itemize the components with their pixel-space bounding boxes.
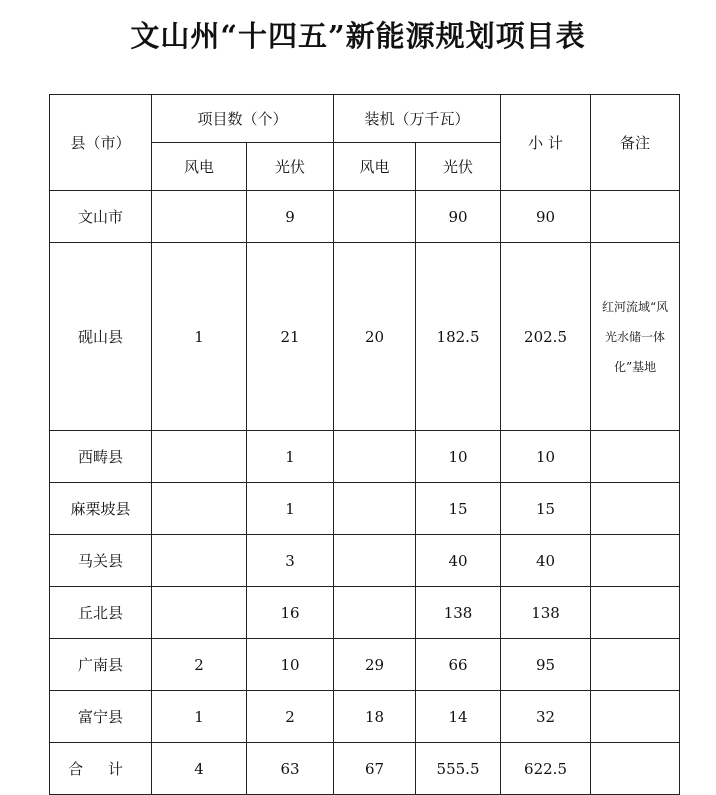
cell-subtotal: 32 [501,691,591,743]
cell-total-label: 合 计 [50,743,152,795]
cell-total-capacity-solar: 555.5 [416,743,501,795]
cell-total-remark [591,743,680,795]
cell-county: 砚山县 [50,243,152,431]
cell-county: 文山市 [50,191,152,243]
cell-capacity-solar: 14 [416,691,501,743]
cell-project-solar: 10 [247,639,334,691]
cell-capacity-solar: 138 [416,587,501,639]
cell-subtotal: 95 [501,639,591,691]
cell-project-wind [152,483,247,535]
header-capacity: 装机（万千瓦） [334,95,501,143]
cell-project-wind: 1 [152,691,247,743]
table-row [50,431,680,483]
table-row [50,535,680,587]
remark-text: 红河流域“风光水储一体化”基地 [601,299,669,374]
cell-capacity-wind [334,483,416,535]
cell-total-capacity-wind: 67 [334,743,416,795]
table-header-row [50,95,680,143]
cell-project-solar: 2 [247,691,334,743]
cell-total-project-wind: 4 [152,743,247,795]
cell-project-wind [152,431,247,483]
cell-project-wind [152,191,247,243]
header-remarks: 备注 [591,95,680,191]
cell-subtotal: 40 [501,535,591,587]
cell-project-wind: 1 [152,243,247,431]
cell-remark [591,191,680,243]
cell-remark [591,691,680,743]
cell-capacity-wind [334,535,416,587]
header-county: 县（市） [50,95,152,191]
table-row [50,483,680,535]
header-subtotal: 小 计 [501,95,591,191]
table-row [50,243,680,431]
cell-capacity-wind: 18 [334,691,416,743]
subheader-project-wind: 风电 [152,143,247,191]
cell-capacity-wind [334,431,416,483]
cell-project-wind [152,587,247,639]
cell-total-subtotal: 622.5 [501,743,591,795]
cell-capacity-solar: 10 [416,431,501,483]
subheader-project-solar: 光伏 [247,143,334,191]
cell-total-project-solar: 63 [247,743,334,795]
subheader-capacity-wind: 风电 [334,143,416,191]
new-energy-plan-table [49,94,680,795]
cell-county: 马关县 [50,535,152,587]
cell-capacity-solar: 90 [416,191,501,243]
cell-remark [591,587,680,639]
cell-county: 西畴县 [50,431,152,483]
cell-remark [591,431,680,483]
cell-capacity-wind: 29 [334,639,416,691]
table-row [50,639,680,691]
cell-project-solar: 16 [247,587,334,639]
cell-remark [591,535,680,587]
cell-project-solar: 21 [247,243,334,431]
cell-county: 富宁县 [50,691,152,743]
cell-subtotal: 10 [501,431,591,483]
cell-county: 麻栗坡县 [50,483,152,535]
header-project-count: 项目数（个） [152,95,334,143]
cell-project-wind: 2 [152,639,247,691]
cell-project-solar: 3 [247,535,334,587]
cell-project-wind [152,535,247,587]
cell-capacity-wind: 20 [334,243,416,431]
cell-county: 广南县 [50,639,152,691]
cell-capacity-solar: 182.5 [416,243,501,431]
cell-capacity-solar: 40 [416,535,501,587]
cell-capacity-solar: 66 [416,639,501,691]
cell-subtotal: 90 [501,191,591,243]
cell-subtotal: 138 [501,587,591,639]
table-row [50,191,680,243]
cell-project-solar: 1 [247,483,334,535]
cell-remark [591,483,680,535]
cell-subtotal: 202.5 [501,243,591,431]
cell-capacity-wind [334,191,416,243]
cell-project-solar: 1 [247,431,334,483]
cell-capacity-wind [334,587,416,639]
table-total-row [50,743,680,795]
cell-county: 丘北县 [50,587,152,639]
cell-remark [591,243,680,431]
cell-subtotal: 15 [501,483,591,535]
cell-remark [591,639,680,691]
subheader-capacity-solar: 光伏 [416,143,501,191]
table-row [50,691,680,743]
page-title: 文山州“十四五”新能源规划项目表 [130,19,586,53]
table-row [50,587,680,639]
cell-capacity-solar: 15 [416,483,501,535]
cell-project-solar: 9 [247,191,334,243]
